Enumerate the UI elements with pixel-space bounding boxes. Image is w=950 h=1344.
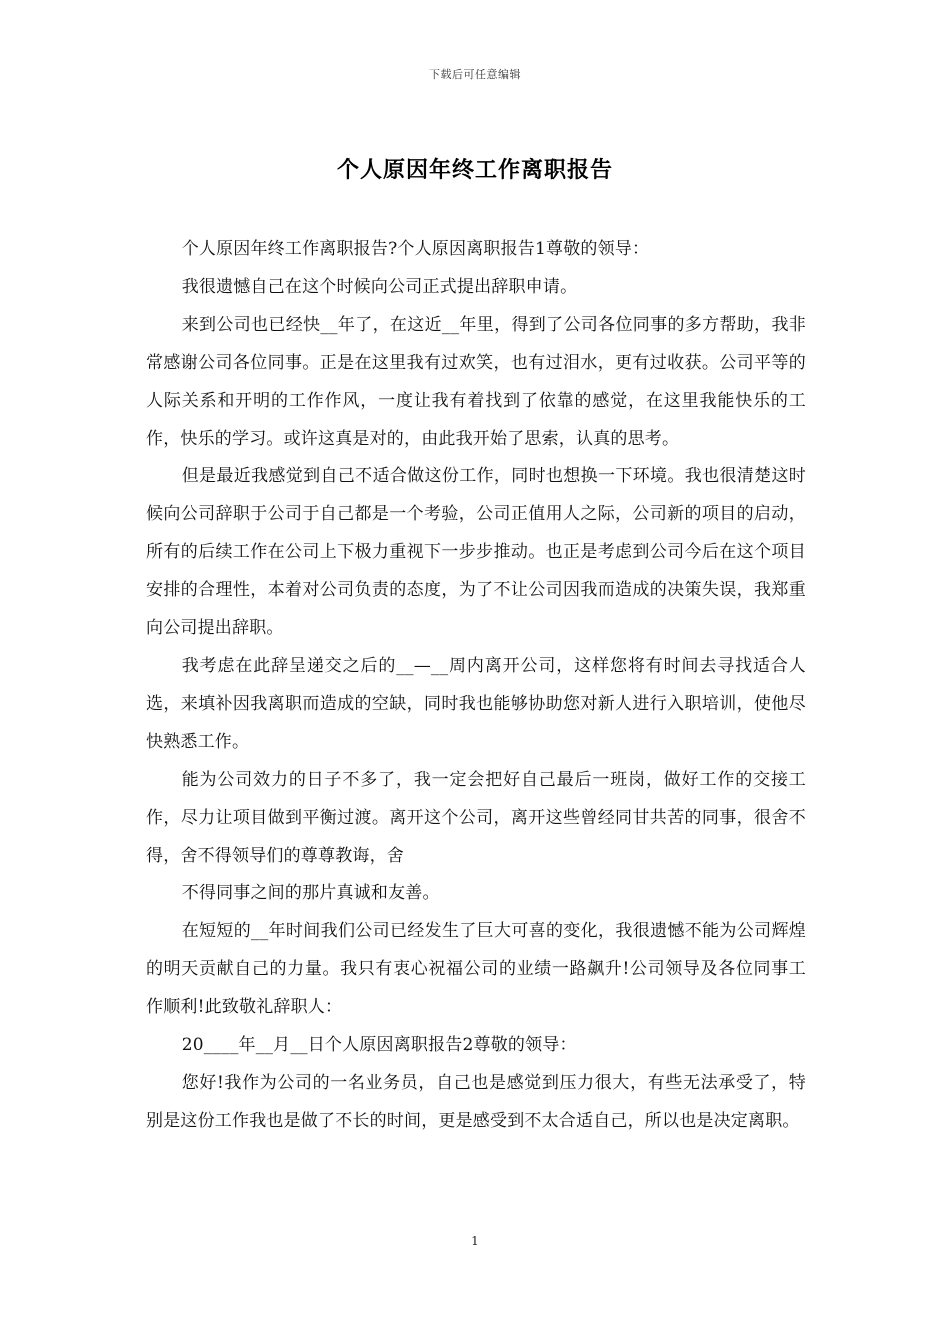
document-body xyxy=(146,231,806,1141)
paragraph: 您好!我作为公司的一名业务员，自己也是感觉到压力很大，有些无法承受了，特别是这份工作我也是做了不长的时间，更是感受到不太合适自己，所以也是决定离职。 xyxy=(146,1072,806,1131)
paragraph: 但是最近我感觉到自己不适合做这份工作，同时也想换一下环境。我也很清楚这时候向公司辞职于公司于自己都是一个考验，公司正值用人之际，公司新的项目的启动，所有的后续工作在公司上下极力重视下一步步推动。也正是考虑到公司今后在这个项目安排的合理性，本着对公司负责的态度，为了不让公司因我而造成的决策失误，我郑重向公司提出辞职。 xyxy=(146,466,806,639)
paragraph: 我很遗憾自己在这个时候向公司正式提出辞职申请。 xyxy=(181,276,578,297)
paragraph: 我考虑在此辞呈递交之后的__—__周内离开公司，这样您将有时间去寻找适合人选，来填补因我离职而造成的空缺，同时我也能够协助您对新人进行入职培训，使他尽快熟悉工作。 xyxy=(146,655,806,752)
paragraph: 在短短的__年时间我们公司已经发生了巨大可喜的变化，我很遗憾不能为公司辉煌的明天贡献自己的力量。我只有衷心祝福公司的业绩一路飙升!公司领导及各位同事工作顺利!此致敬礼辞职人： xyxy=(146,921,806,1018)
page-number: 1 xyxy=(471,1234,479,1248)
paragraph: 不得同事之间的那片真诚和友善。 xyxy=(181,883,440,904)
paragraph: 个人原因年终工作离职报告?个人原因离职报告1尊敬的领导： xyxy=(181,239,650,259)
paragraph: 来到公司也已经快__年了，在这近__年里，得到了公司各位同事的多方帮助，我非常感谢公司各位同事。正是在这里我有过欢笑，也有过泪水，更有过收获。公司平等的人际关系和开明的工作作风，一度让我有着找到了依靠的感觉，在这里我能快乐的工作，快乐的学习。或许这真是对的，由此我开始了思索，认真的思考。 xyxy=(146,314,806,449)
paragraph: 20____年__月__日个人原因离职报告2尊敬的领导： xyxy=(181,1035,577,1056)
page-header: 下载后可任意编辑 xyxy=(429,68,521,81)
document-title: 个人原因年终工作离职报告 xyxy=(336,157,613,183)
paragraph: 能为公司效力的日子不多了，我一定会把好自己最后一班岗，做好工作的交接工作，尽力让项目做到平衡过渡。离开这个公司，离开这些曾经同甘共苦的同事，很舍不得，舍不得领导们的尊尊教诲，舍 xyxy=(146,769,806,866)
